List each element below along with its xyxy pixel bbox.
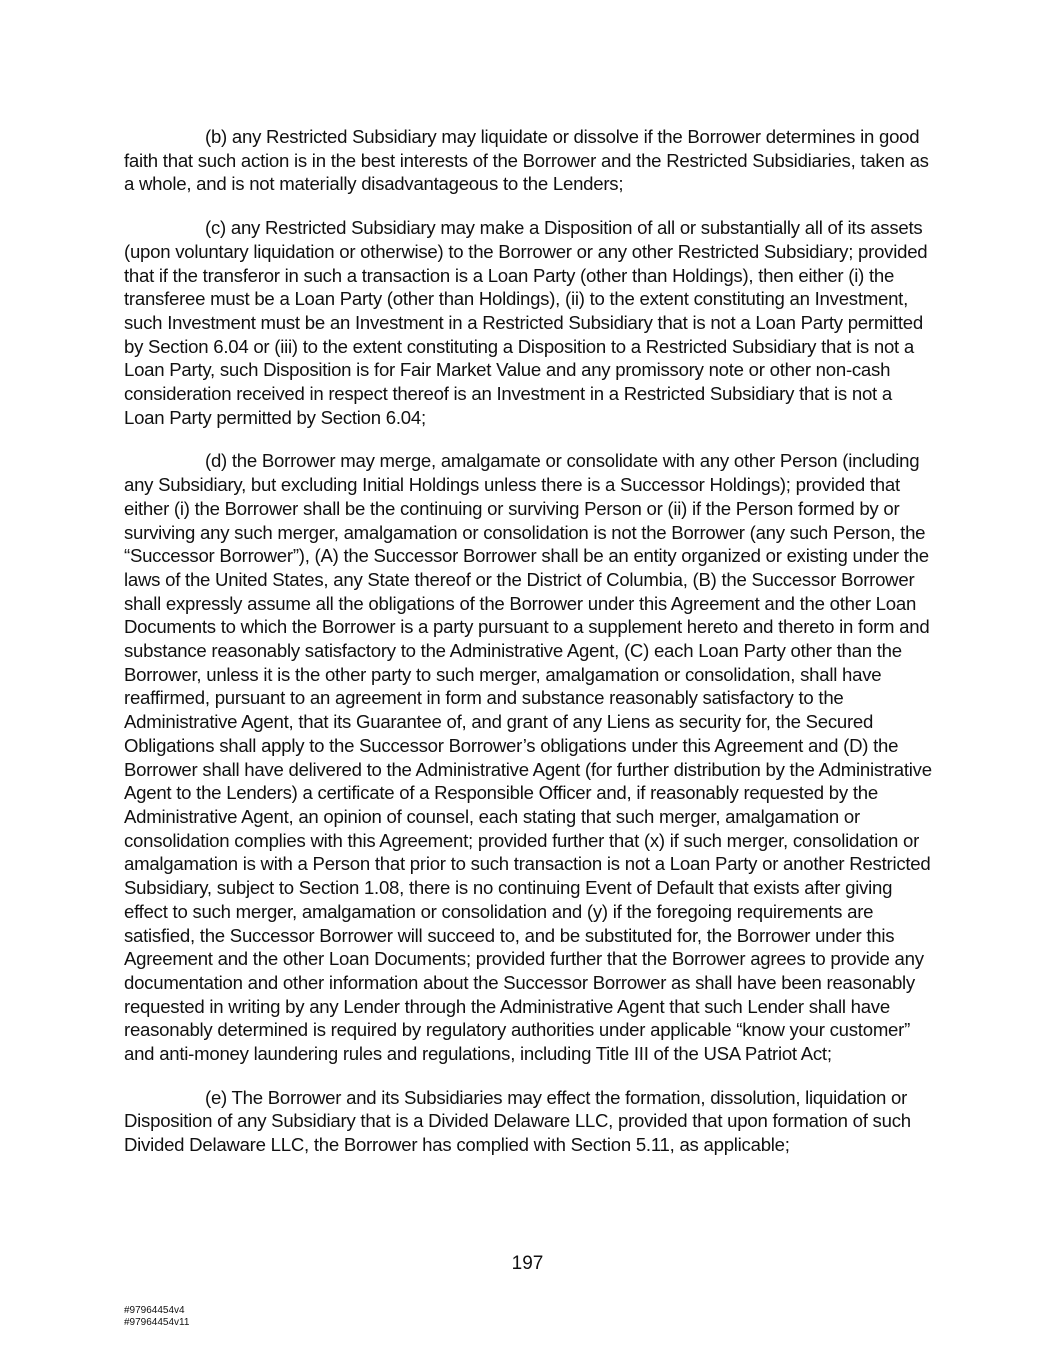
paragraph-c	[124, 216, 932, 429]
paragraph-b-text: (b) any Restricted Subsidiary may liquidate or dissolve if the Borrower determines in good faith that such action is in the best interests of the Borrower and the Restricted Subsidiaries, taken as a whole, and is not materially disadvantageous to the Lenders;	[124, 126, 929, 195]
paragraph-c-text: (c) any Restricted Subsidiary may make a Disposition of all or substantially all of its assets (upon voluntary liquidation or otherwise) to the Borrower or any other Restricted Subsidiary; provided that if the transferor in such a transaction is a Loan Party (other than Holdings), then either (i) the transferee must be a Loan Party (other than Holdings), (ii) to the extent constituting an Investment, such Investment must be an Investment in a Restricted Subsidiary that is not a Loan Party permitted by Section 6.04 or (iii) to the extent constituting a Disposition to a Restricted Subsidiary that is not a Loan Party, such Disposition is for Fair Market Value and any promissory note or other non-cash consideration received in respect thereof is an Investment in a Restricted Subsidiary that is not a Loan Party permitted by Section 6.04;	[124, 217, 928, 428]
paragraph-d	[124, 449, 932, 1065]
document-id-footer: #97964454v11	[124, 1317, 190, 1328]
paragraph-e-text: (e) The Borrower and its Subsidiaries may effect the formation, dissolution, liquidation or Disposition of any Subsidiary that is a Divided Delaware LLC, provided that upon formation of such Divided Delaware LLC, the Borrower has complied with Section 5.11, as applicable;	[124, 1086, 911, 1156]
paragraph-e	[124, 1086, 932, 1157]
paragraph-b	[124, 125, 932, 196]
paragraph-d-text: (d) the Borrower may merge, amalgamate or consolidate with any other Person (including any Subsidiary, but excluding Initial Holdings unless there is a Successor Holdings); provided that either (i) the Borrower shall be the continuing or surviving Person or (ii) if the Person formed by or surviving any such merger, amalgamation or consolidation is not the Borrower (any such Person, the “Successor Borrower”), (A) the Successor Borrower shall be an entity organized or existing under the laws of the United States, any State thereof or the District of Columbia, (B) the Successor Borrower shall expressly assume all the obligations of the Borrower under this Agreement and the other Loan Documents to which the Borrower is a party pursuant to a supplement hereto and thereto in form and substance reasonably satisfactory to the Administrative Agent, (C) each Loan Party other than the Borrower, unless it is the other party to such merger, amalgamation or consolidation, shall have reaffirmed, pursuant to an agreement in form and substance reasonably satisfactory to the Administrative Agent, that its Guarantee of, and grant of any Liens as security for, the Secured Obligations shall apply to the Successor Borrower’s obligations under this Agreement and (D) the Borrower shall have delivered to the Administrative Agent (for further distribution by the Administrative Agent to the Lenders) a certificate of a Responsible Officer and, if reasonably requested by the Administrative Agent, an opinion of counsel, each stating that such merger, amalgamation or consolidation complies with this Agreement; provided further that (x) if such merger, consolidation or amalgamation is with a Person that prior to such transaction is not a Loan Party or another Restricted Subsidiary, subject to Section 1.08, there is no continuing Event of Default that exists after giving effect to such merger, amalgamation or consolidation and (y) if the foregoing requirements are satisfied, the Successor Borrower will succeed to, and be substituted for, the Borrower under this Agreement and the other Loan Documents; provided further that the Borrower agrees to provide any documentation and other information about the Successor Borrower as shall have been reasonably requested in writing by any Lender through the Administrative Agent that such Lender shall have reasonably determined is required by regulatory authorities under applicable “know your customer” and anti-money laundering rules and regulations, including Title III of the USA Patriot Act;	[124, 450, 932, 1065]
page-number: 197	[511, 1253, 544, 1274]
document-id-footer: #97964454v4	[124, 1305, 185, 1316]
document-body	[124, 125, 932, 1177]
